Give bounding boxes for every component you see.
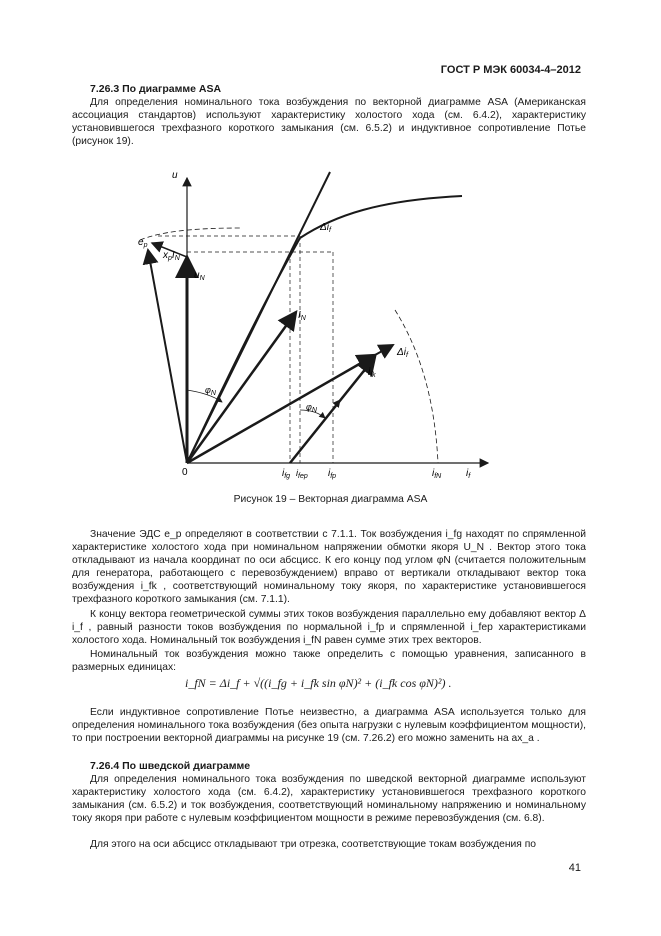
label-ifg: $i_{fg}$ xyxy=(282,468,291,480)
paragraph-three-segments: Для этого на оси абсцисс откладывают три отрезка, соответствующие токам возбуждения по xyxy=(90,839,537,850)
paragraph-equation-intro: Номинальный ток возбуждения можно также определить с помощью уравнения, записанного в размерных единицах: xyxy=(72,649,586,673)
figure-caption: Рисунок 19 – Векторная диаграмма ASA xyxy=(233,494,428,505)
label-ifep: $i_{fep}$ xyxy=(296,468,308,480)
paragraph-swedish-method: Для определения номинального тока возбуждения по шведской векторной диаграмме используют характеристику холостого хода (см. 6.4.2), характеристику установившегося трехфазного короткого замыкания (см. 6.5.2) и ток возбуждения, соответствующий номинальному напряжению и номинальному току якоря при работе с нулевым коэффициентом мощности в режиме перевозбуждения (см. 6.8). xyxy=(72,774,586,824)
page-number: 41 xyxy=(568,862,581,874)
document-header: ГОСТ Р МЭК 60034-4–2012 xyxy=(440,64,581,76)
label-ep: $e_p$ xyxy=(138,237,148,249)
section-title-7-26-4: 7.26.4 По шведской диаграмме xyxy=(90,760,251,772)
dashed-arc-right xyxy=(395,310,438,463)
paragraph-asa-note: Если индуктивное сопротивление Потье неизвестно, а диаграмма ASA используется только для определения номинального тока возбуждения (без опыта нагрузки с нулевым коэффициентом мощности), то при построении векторной диаграммы на рисунке 19 (см. 7.26.2) его можно заменить на ax_a . xyxy=(72,707,586,744)
delta-if-vector xyxy=(375,345,393,355)
label-ifk: $i_{fk}$ xyxy=(368,367,376,379)
label-in: $I_N$ xyxy=(298,310,306,322)
figure-asa-vector-diagram xyxy=(118,160,518,480)
label-delta-if-right: $\Delta i_f$ xyxy=(397,347,408,359)
ifsum-vector xyxy=(187,355,375,463)
dashed-arc-top xyxy=(140,228,240,240)
label-u-axis: u xyxy=(172,170,178,181)
label-if-axis: $i_f$ xyxy=(466,468,471,480)
label-origin: 0 xyxy=(182,467,188,478)
paragraph-vector-sum: К концу вектора геометрической суммы этих токов возбуждения параллельно ему добавляют вектор Δ i_f , равный разности токов возбуждения по нормальной i_fp и спрямленной i_fep характеристиками холостого хода. Номинальный ток возбуждения i_fN равен сумме этих трех векторов. xyxy=(72,609,586,646)
intro-paragraph: Для определения номинального тока возбуждения по векторной диаграмме ASA (Американская ассоциация стандартов) используют характеристику холостого хода (см. 6.4.2), характеристику установившегося трехфазного короткого замыкания (см. 6.5.2) и индуктивное сопротивление Потье (рисунок 19). xyxy=(72,97,586,147)
in-vector xyxy=(187,312,296,463)
label-xp-in: $x_pI_N$ xyxy=(163,250,180,262)
label-ifn: $i_{fN}$ xyxy=(432,468,442,480)
label-ifp: $i_{fp}$ xyxy=(328,468,337,480)
label-delta-if-top: $\Delta i_f$ xyxy=(320,222,331,234)
equation-ifn: i_fN = Δi_f + √((i_fg + i_fk sin φN)² + (i_fk cos φN)²) . xyxy=(185,676,452,690)
paragraph-ep: Значение ЭДС e_p определяют в соответствии с 7.1.1. Ток возбуждения i_fg находят по спрямленной характеристике холостого хода при номинальном напряжении обмотки якоря U_N . Вектор этого тока откладывают из начала координат по оси абсцисс. К его концу под углом φN (считается положительным для генератора, работающего с перевозбуждением) вправо от вертикали откладывают вектор тока возбуждения i_fk , соответствующий номинальному току якоря, по характеристике установившегося трехфазного короткого замыкания (см. 7.1.1). xyxy=(72,529,586,605)
label-phi-n-right: $\varphi_N$ xyxy=(306,402,317,414)
xp-in-vector xyxy=(148,250,187,463)
label-un: $u_N$ xyxy=(194,270,205,282)
section-title-7-26-3: 7.26.3 По диаграмме ASA xyxy=(90,83,222,95)
label-phi-n-left: $\varphi_N$ xyxy=(205,385,216,397)
